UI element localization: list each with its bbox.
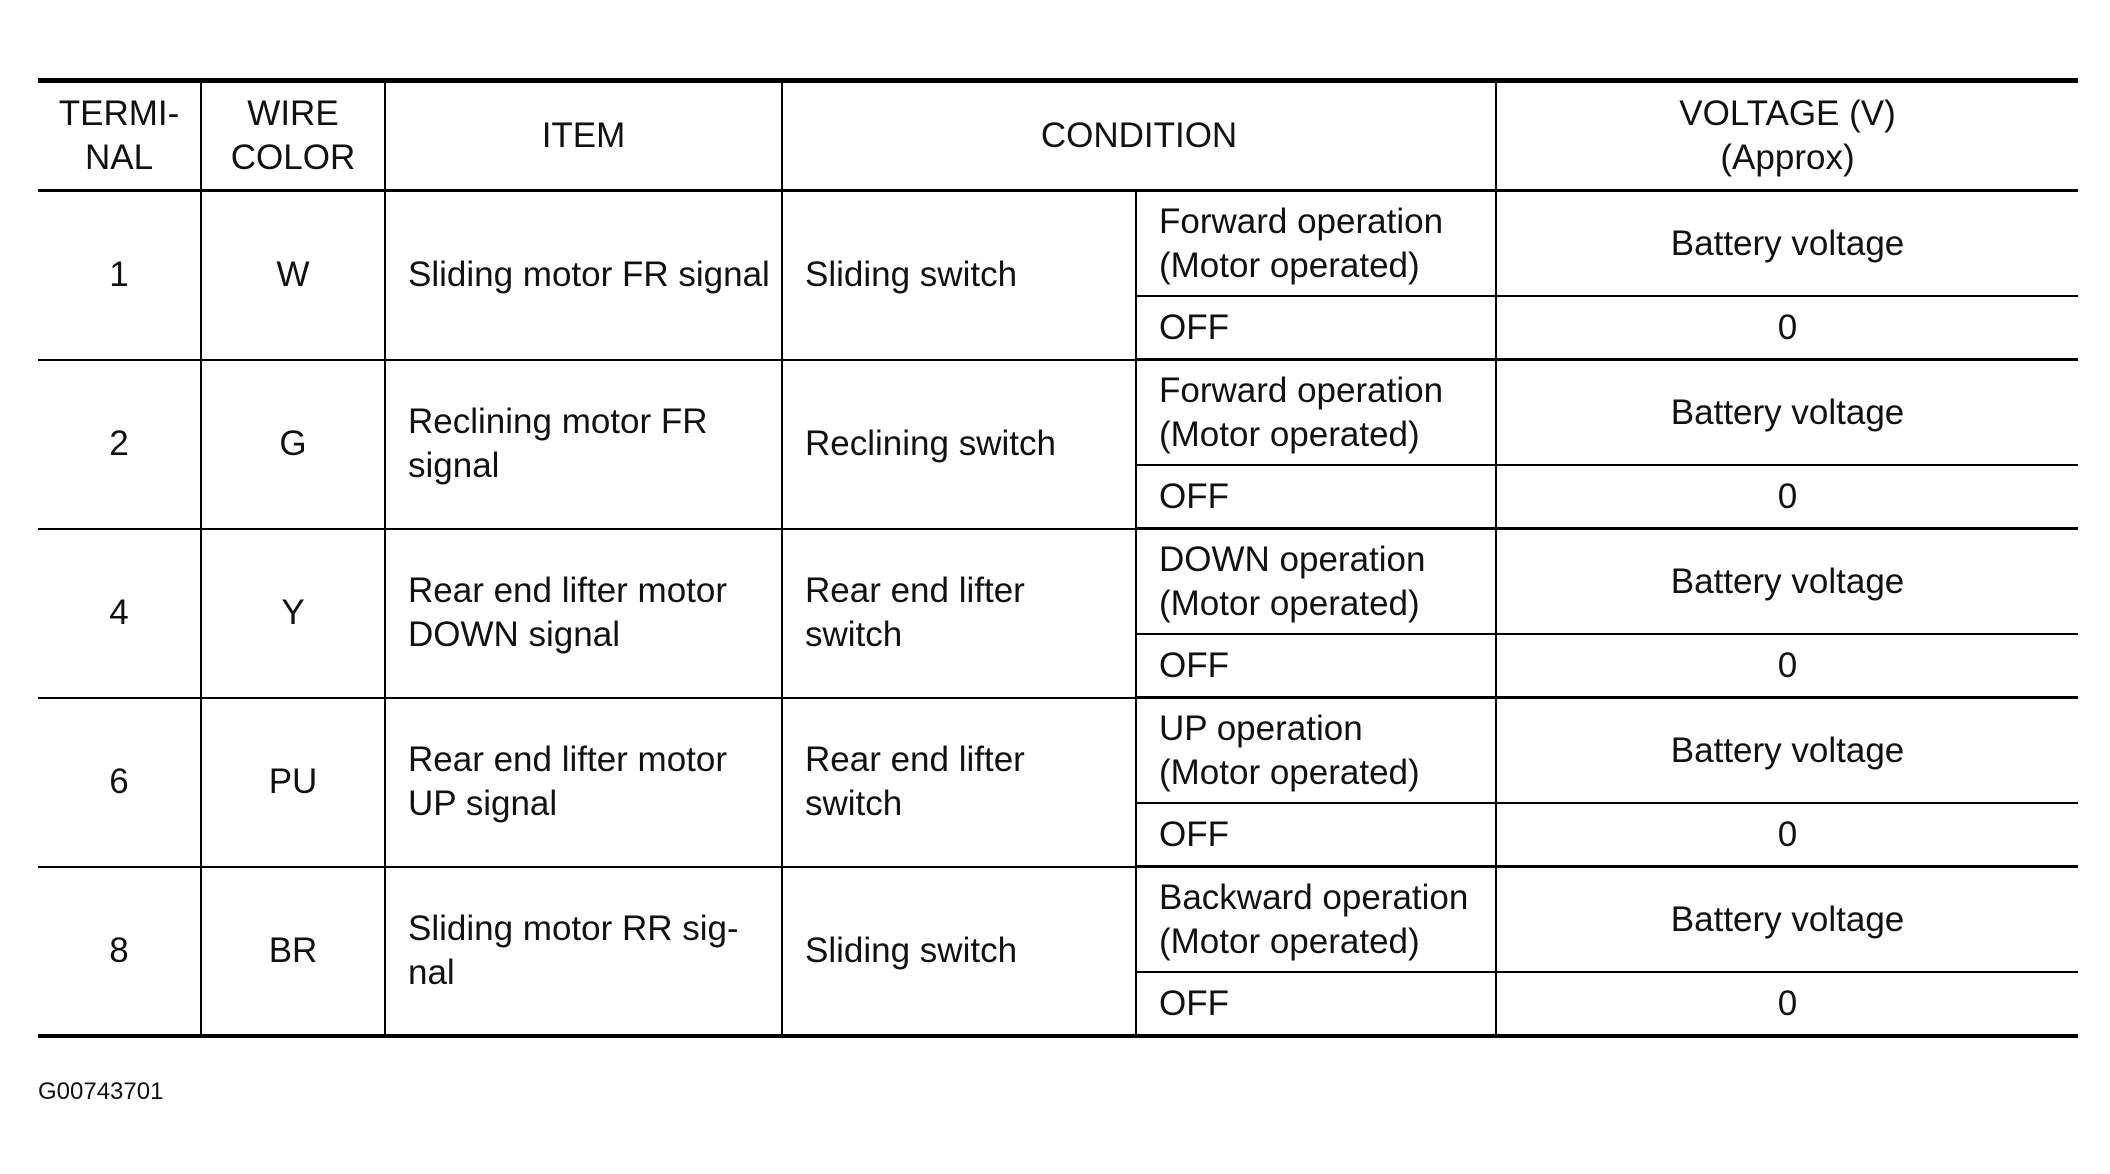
off-cell: OFF <box>1136 465 1496 529</box>
table-body <box>38 191 2078 1037</box>
off-voltage-cell: 0 <box>1496 296 2078 360</box>
terminal-cell: 8 <box>38 867 201 1037</box>
operation-voltage-cell: Battery voltage <box>1496 191 2078 297</box>
header-condition: CONDITION <box>782 81 1496 191</box>
operation-cell: UP operation (Motor operated) <box>1136 698 1496 804</box>
wire-color-cell: BR <box>201 867 385 1037</box>
off-cell: OFF <box>1136 803 1496 867</box>
wire-color-cell: PU <box>201 698 385 867</box>
figure-id: G00743701 <box>38 1078 164 1105</box>
wire-color-cell: W <box>201 191 385 360</box>
terminal-cell: 1 <box>38 191 201 360</box>
header-terminal: TERMI- NAL <box>38 81 201 191</box>
operation-voltage-cell: Battery voltage <box>1496 360 2078 466</box>
off-cell: OFF <box>1136 972 1496 1036</box>
terminal-cell: 6 <box>38 698 201 867</box>
off-voltage-cell: 0 <box>1496 972 2078 1036</box>
off-cell: OFF <box>1136 296 1496 360</box>
item-cell: Sliding motor RR sig- nal <box>385 867 782 1037</box>
switch-cell: Reclining switch <box>782 360 1136 529</box>
header-item: ITEM <box>385 81 782 191</box>
off-voltage-cell: 0 <box>1496 803 2078 867</box>
switch-cell: Rear end lifter switch <box>782 698 1136 867</box>
operation-cell: DOWN operation (Motor operated) <box>1136 529 1496 635</box>
wire-color-cell: Y <box>201 529 385 698</box>
off-voltage-cell: 0 <box>1496 465 2078 529</box>
terminal-spec-sheet <box>38 78 2078 1038</box>
table-row <box>38 191 2078 297</box>
table-row <box>38 698 2078 804</box>
switch-cell: Sliding switch <box>782 867 1136 1037</box>
operation-cell: Backward operation (Motor operated) <box>1136 867 1496 973</box>
operation-voltage-cell: Battery voltage <box>1496 529 2078 635</box>
item-cell: Reclining motor FR signal <box>385 360 782 529</box>
table-row <box>38 867 2078 973</box>
table-header-row <box>38 81 2078 191</box>
operation-voltage-cell: Battery voltage <box>1496 698 2078 804</box>
header-wire-color: WIRE COLOR <box>201 81 385 191</box>
operation-cell: Forward operation (Motor operated) <box>1136 191 1496 297</box>
table-row <box>38 360 2078 466</box>
terminal-cell: 2 <box>38 360 201 529</box>
off-cell: OFF <box>1136 634 1496 698</box>
table-row <box>38 529 2078 635</box>
operation-cell: Forward operation (Motor operated) <box>1136 360 1496 466</box>
off-voltage-cell: 0 <box>1496 634 2078 698</box>
switch-cell: Rear end lifter switch <box>782 529 1136 698</box>
item-cell: Rear end lifter motor UP signal <box>385 698 782 867</box>
item-cell: Rear end lifter motor DOWN signal <box>385 529 782 698</box>
operation-voltage-cell: Battery voltage <box>1496 867 2078 973</box>
header-voltage: VOLTAGE (V) (Approx) <box>1496 81 2078 191</box>
terminal-voltage-table <box>38 78 2078 1038</box>
item-cell: Sliding motor FR signal <box>385 191 782 360</box>
terminal-cell: 4 <box>38 529 201 698</box>
wire-color-cell: G <box>201 360 385 529</box>
switch-cell: Sliding switch <box>782 191 1136 360</box>
